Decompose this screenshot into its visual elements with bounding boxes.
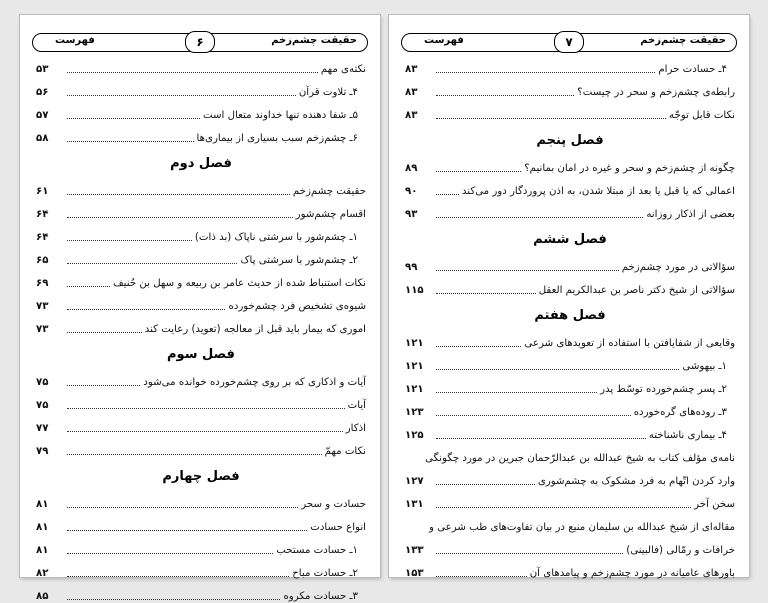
toc-entry[interactable]: سؤالاتی از شیخ دکتر ناصر بن عبدالکریم العقل ۱۱۵ [405,285,735,296]
toc-entry[interactable]: ۵ـ شفا دهنده تنها خداوند متعال است ۵۷ [36,110,358,121]
toc-list [36,53,366,603]
toc-list [405,53,735,580]
chapter-heading: فصل دوم [170,156,232,171]
toc-entry[interactable]: شیوه‌ی تشخیص فرد چشم‌خورده ۷۳ [36,301,366,312]
toc-entry[interactable]: ۶ـ چشم‌زخم سبب بسیاری از بیماری‌ها ۵۸ [36,133,358,144]
toc-entry[interactable]: رابطه‌ی چشم‌زخم و سحر در چیست؟ ۸۳ [405,87,735,98]
toc-entry[interactable]: چگونه از چشم‌زخم و سحر و غیره در امان بمانیم؟ ۸۹ [405,163,735,174]
toc-entry[interactable]: نکات مهمّ ۷۹ [36,446,366,457]
toc-entry[interactable]: ۱ـ حسادت مستحب ۸۱ [36,545,358,556]
header-title: حقیقت چشم‌زخم [271,35,357,46]
toc-entry[interactable]: آیات و اذکاری که بر روی چشم‌خورده خوانده می‌شود ۷۵ [36,377,366,388]
toc-entry[interactable]: وقایعی از شفایافتن با استفاده از تعویدهای شرعی ۱۲۱ [405,338,735,349]
chapter-heading: فصل پنجم [536,133,604,148]
page-left [20,15,380,602]
toc-entry[interactable]: ۴ـ بیماری ناشناخته ۱۲۵ [405,430,727,441]
toc-entry[interactable]: انواع حسادت ۸۱ [36,522,366,533]
header-title: حقیقت چشم‌زخم [640,35,726,46]
toc-entry[interactable]: اعمالی که یا قبل یا بعد از مبتلا شدن، به اذن پروردگار دور می‌کند ۹۰ [405,186,735,197]
toc-entry[interactable]: بعضی از اذکار روزانه ۹۳ [405,209,735,220]
toc-entry[interactable]: حقیقت چشم‌زخم ۶۱ [36,186,366,197]
page-header [32,33,368,52]
toc-entry[interactable]: نکات استنباط شده از حدیث عامر بن ربیعه و سهل بن حُنیف ۶۹ [36,278,366,289]
toc-entry[interactable]: حسادت و سحر ۸۱ [36,499,366,510]
chapter-heading: فصل سوم [167,347,235,362]
toc-entry[interactable]: ۴ـ حسادت حرام ۸۳ [405,64,727,75]
chapter-heading: فصل چهارم [162,469,240,484]
toc-entry[interactable]: نکته‌ی مهم ۵۳ [36,64,366,75]
header-section: فهرست [424,35,464,46]
header-section: فهرست [55,35,95,46]
chapter-heading: فصل هفتم [534,308,606,323]
page-header [401,33,737,52]
toc-entry[interactable]: ۳ـ حسادت مکروه ۸۵ [36,591,358,602]
toc-entry[interactable]: ۲ـ حسادت مباح ۸۲ [36,568,358,579]
toc-entry[interactable]: اقسام چشم‌شور ۶۴ [36,209,366,220]
toc-entry[interactable]: اذکار ۷۷ [36,423,366,434]
toc-entry[interactable]: سخن آخر ۱۳۱ [405,499,735,510]
page-right [389,15,749,577]
toc-entry[interactable]: ۳ـ روده‌های گره‌خورده ۱۲۳ [405,407,727,418]
toc-entry[interactable]: ۴ـ تلاوت قرآن ۵۶ [36,87,358,98]
header-page-number: ۶ [185,31,215,53]
toc-entry[interactable]: خرافات و رمّالی (فالبینی) ۱۳۳ [405,545,735,556]
chapter-heading: فصل ششم [533,232,607,247]
toc-entry[interactable]: باورهای عامیانه در مورد چشم‌زخم و پیامدهای آن ۱۵۳ [405,568,735,579]
toc-entry[interactable]: ۱ـ چشم‌شور با سرشتی ناپاک (بد ذات) ۶۴ [36,232,358,243]
toc-entry[interactable]: ۱ـ بیهوشی ۱۲۱ [405,361,727,372]
toc-entry[interactable]: سؤالاتی در مورد چشم‌زخم ۹۹ [405,262,735,273]
toc-entry[interactable]: آیات ۷۵ [36,400,366,411]
toc-entry[interactable]: ۲ـ چشم‌شور با سرشتی پاک ۶۵ [36,255,358,266]
toc-entry[interactable]: اموری که بیمار باید قبل از معالجه (تعوید) رعایت کند ۷۳ [36,324,366,335]
header-page-number: ۷ [554,31,584,53]
toc-entry[interactable]: ۲ـ پسر چشم‌خورده توسّط پدر ۱۲۱ [405,384,727,395]
toc-entry-line[interactable]: نامه‌ی مؤلف کتاب به شیخ عبدالله بن عبدالرّحمان جبرین در مورد چگونگی [425,453,735,464]
toc-entry-line[interactable]: مقاله‌ای از شیخ عبدالله بن سلیمان منیع در بیان تفاوت‌های طب شرعی و [429,522,735,533]
toc-entry[interactable]: نکات قابل توجّه ۸۳ [405,110,735,121]
toc-entry[interactable]: وارد کردن اتّهام به فرد مشکوک به چشم‌شوری ۱۲۷ [405,476,735,487]
